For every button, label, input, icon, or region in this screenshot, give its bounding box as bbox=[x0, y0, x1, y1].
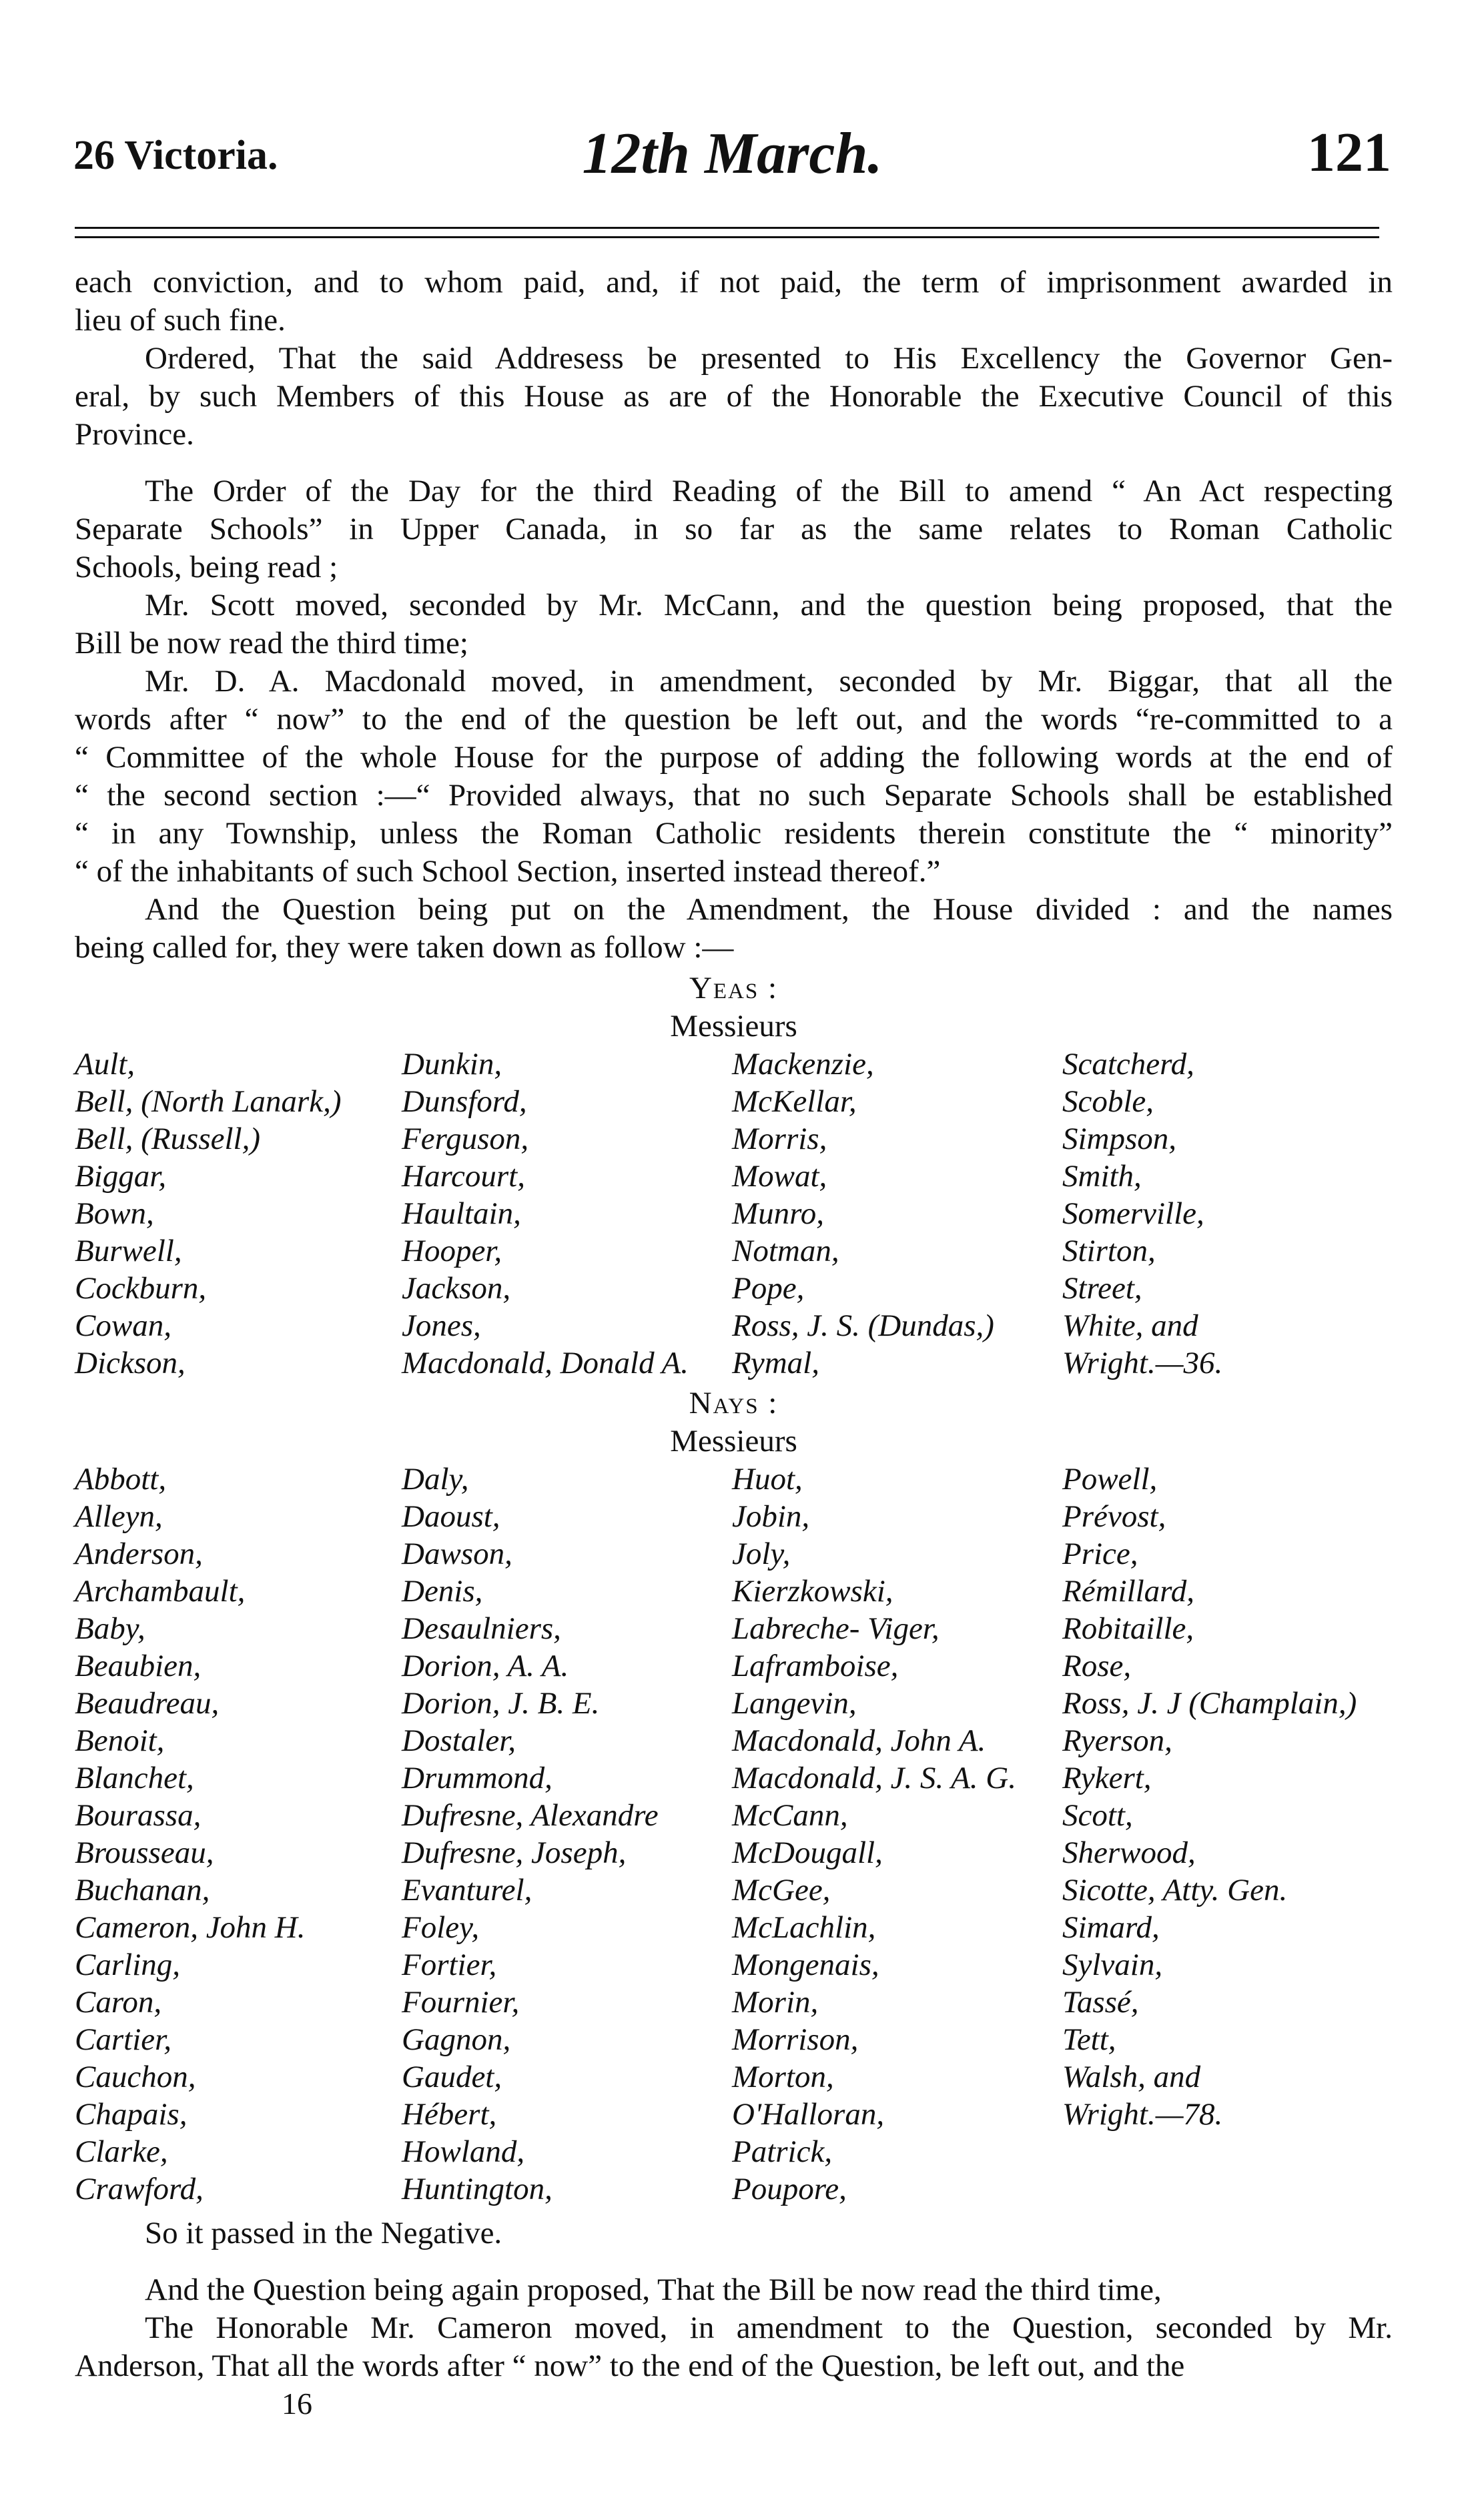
member-name: Labreche- Viger, bbox=[732, 1611, 940, 1646]
member-name: Dorion, A. A. bbox=[402, 1649, 569, 1683]
member-name: Pope, bbox=[732, 1271, 805, 1306]
member-name: Jones, bbox=[402, 1308, 481, 1343]
member-name: Desaulniers, bbox=[402, 1611, 561, 1646]
member-name: Rose, bbox=[1062, 1649, 1132, 1683]
member-name: Daoust, bbox=[402, 1499, 500, 1534]
member-name: Patrick, bbox=[732, 2134, 833, 2169]
member-name: Ross, J. S. (Dundas,) bbox=[732, 1308, 994, 1343]
member-name: Rymal, bbox=[732, 1346, 819, 1380]
member-name: Caron, bbox=[75, 1985, 162, 2020]
member-name: Scatcherd, bbox=[1062, 1047, 1194, 1082]
yeas-subheading: Messieurs bbox=[670, 1009, 797, 1043]
member-name: Harcourt, bbox=[402, 1159, 525, 1194]
member-name: Munro, bbox=[732, 1196, 824, 1231]
member-name: Hébert, bbox=[402, 2097, 497, 2132]
member-name: Cowan, bbox=[75, 1308, 171, 1343]
member-name: Joly, bbox=[732, 1537, 791, 1571]
member-name: Somerville, bbox=[1062, 1196, 1204, 1231]
member-name: Bell, (North Lanark,) bbox=[75, 1084, 342, 1119]
member-name: Powell, bbox=[1062, 1462, 1158, 1497]
member-name: O'Halloran, bbox=[732, 2097, 885, 2132]
text-line: words after “ now” to the end of the question be left out, and the words “re-committed to a bbox=[75, 702, 1393, 737]
member-name: Dostaler, bbox=[402, 1723, 516, 1758]
member-name: Poupore, bbox=[732, 2172, 847, 2206]
member-name: Morin, bbox=[732, 1985, 819, 2020]
member-name: Archambault, bbox=[75, 1574, 246, 1609]
text-line: “ the second section :—“ Provided always, that no such Separate Schools shall be established bbox=[75, 778, 1393, 813]
page-header bbox=[73, 120, 1391, 186]
member-name: Jobin, bbox=[732, 1499, 810, 1534]
member-name: Huot, bbox=[732, 1462, 803, 1497]
member-name: Robitaille, bbox=[1062, 1611, 1194, 1646]
member-name: Cartier, bbox=[75, 2022, 171, 2057]
text-line: Separate Schools” in Upper Canada, in so far as the same relates to Roman Catholic bbox=[75, 512, 1393, 546]
nays-list bbox=[75, 1460, 1393, 2208]
member-name: Kierzkowski, bbox=[732, 1574, 893, 1609]
member-name: Cauchon, bbox=[75, 2060, 196, 2094]
member-name: Dunsford, bbox=[402, 1084, 527, 1119]
member-name: Haultain, bbox=[402, 1196, 521, 1231]
member-name: McLachlin, bbox=[732, 1910, 876, 1945]
member-name: Stirton, bbox=[1062, 1234, 1156, 1268]
text-line: “ Committee of the whole House for the purpose of adding the following words at the end of bbox=[75, 740, 1393, 775]
text-line: Province. bbox=[75, 417, 194, 452]
member-name: Macdonald, Donald A. bbox=[402, 1346, 689, 1380]
member-name: Wright.—36. bbox=[1062, 1346, 1223, 1380]
text-line: So it passed in the Negative. bbox=[145, 2216, 502, 2250]
member-name: Dickson, bbox=[75, 1346, 186, 1380]
top-paragraphs bbox=[75, 264, 1393, 967]
member-name: Burwell, bbox=[75, 1234, 182, 1268]
member-name: Brousseau, bbox=[75, 1835, 214, 1870]
signature-folio: 16 bbox=[282, 2387, 312, 2421]
member-name: Clarke, bbox=[75, 2134, 168, 2169]
member-name: Street, bbox=[1062, 1271, 1142, 1306]
member-name: Ryerson, bbox=[1062, 1723, 1172, 1758]
member-name: Laframboise, bbox=[732, 1649, 899, 1683]
member-name: Cameron, John H. bbox=[75, 1910, 306, 1945]
member-name: Daly, bbox=[402, 1462, 469, 1497]
text-line: lieu of such fine. bbox=[75, 303, 286, 338]
session-label: 26 Victoria. bbox=[73, 133, 278, 178]
member-name: Denis, bbox=[402, 1574, 483, 1609]
member-name: McDougall, bbox=[732, 1835, 883, 1870]
member-name: Sherwood, bbox=[1062, 1835, 1196, 1870]
member-name: Simard, bbox=[1062, 1910, 1160, 1945]
bottom-paragraphs bbox=[75, 2214, 1393, 2385]
member-name: Morton, bbox=[732, 2060, 834, 2094]
member-name: McCann, bbox=[732, 1798, 848, 1833]
member-name bbox=[1062, 2170, 1393, 2208]
member-name: Fortier, bbox=[402, 1948, 497, 1982]
member-name: Dufresne, Joseph, bbox=[402, 1835, 627, 1870]
member-name: Fournier, bbox=[402, 1985, 520, 2020]
member-name: Abbott, bbox=[75, 1462, 167, 1497]
nays-subheading: Messieurs bbox=[670, 1424, 797, 1458]
member-name: Sicotte, Atty. Gen. bbox=[1062, 1873, 1288, 1908]
member-name: White, and bbox=[1062, 1308, 1198, 1343]
header-rule-top bbox=[75, 227, 1379, 229]
member-name: Drummond, bbox=[402, 1761, 552, 1795]
member-name: Crawford, bbox=[75, 2172, 204, 2206]
text-line: each conviction, and to whom paid, and, if not paid, the term of imprisonment awarded in bbox=[75, 265, 1393, 300]
member-name: Beaudreau, bbox=[75, 1686, 220, 1721]
member-name: Notman, bbox=[732, 1234, 839, 1268]
member-name: Rykert, bbox=[1062, 1761, 1152, 1795]
member-name: Wright.—78. bbox=[1062, 2097, 1223, 2132]
member-name: Mongenais, bbox=[732, 1948, 879, 1982]
text-line: being called for, they were taken down as follow :— bbox=[75, 930, 734, 965]
header-rule-bottom bbox=[75, 236, 1379, 238]
text-line: Mr. D. A. Macdonald moved, in amendment, seconded by Mr. Biggar, that all the bbox=[145, 664, 1393, 699]
date-title: 12th March. bbox=[582, 121, 883, 186]
member-name: Ferguson, bbox=[402, 1122, 529, 1156]
member-name: Benoit, bbox=[75, 1723, 165, 1758]
member-name: Scoble, bbox=[1062, 1084, 1154, 1119]
member-name: Smith, bbox=[1062, 1159, 1142, 1194]
member-name: Alleyn, bbox=[75, 1499, 163, 1534]
member-name: Sylvain, bbox=[1062, 1948, 1163, 1982]
member-name: Bourassa, bbox=[75, 1798, 202, 1833]
text-line: Schools, being read ; bbox=[75, 550, 338, 584]
member-name: Buchanan, bbox=[75, 1873, 210, 1908]
member-name bbox=[1062, 2133, 1393, 2170]
member-name: Carling, bbox=[75, 1948, 181, 1982]
member-name: Foley, bbox=[402, 1910, 480, 1945]
yeas-list bbox=[75, 1045, 1393, 1382]
member-name: McKellar, bbox=[732, 1084, 857, 1119]
member-name: Biggar, bbox=[75, 1159, 167, 1194]
member-name: Chapais, bbox=[75, 2097, 188, 2132]
member-name: Walsh, and bbox=[1062, 2060, 1201, 2094]
member-name: Jackson, bbox=[402, 1271, 511, 1306]
member-name: Langevin, bbox=[732, 1686, 857, 1721]
member-name: Baby, bbox=[75, 1611, 145, 1646]
member-name: Mackenzie, bbox=[732, 1047, 874, 1082]
member-name: Ross, J. J (Champlain,) bbox=[1062, 1686, 1357, 1721]
member-name: Dorion, J. B. E. bbox=[402, 1686, 600, 1721]
member-name: Huntington, bbox=[402, 2172, 552, 2206]
text-line: The Order of the Day for the third Reading of the Bill to amend “ An Act respecting bbox=[145, 474, 1393, 508]
page-number: 121 bbox=[1307, 121, 1391, 183]
member-name: Ault, bbox=[75, 1047, 135, 1082]
text-line: The Honorable Mr. Cameron moved, in amendment to the Question, seconded by Mr. bbox=[145, 2311, 1393, 2345]
member-name: Howland, bbox=[402, 2134, 525, 2169]
member-name: Gagnon, bbox=[402, 2022, 511, 2057]
member-name: Anderson, bbox=[75, 1537, 203, 1571]
member-name: Dunkin, bbox=[402, 1047, 502, 1082]
text-line: “ in any Township, unless the Roman Catholic residents therein constitute the “ minority” bbox=[75, 816, 1393, 851]
member-name: Dawson, bbox=[402, 1537, 512, 1571]
text-line: eral, by such Members of this House as are of the Honorable the Executive Council of this bbox=[75, 379, 1393, 414]
member-name: Tassé, bbox=[1062, 1985, 1139, 2020]
yeas-heading: Yeas : bbox=[689, 971, 779, 1005]
member-name: McGee, bbox=[732, 1873, 831, 1908]
page-body bbox=[75, 264, 1393, 2423]
text-line: Ordered, That the said Addresess be presented to His Excellency the Governor Gen- bbox=[145, 341, 1393, 376]
text-line: Anderson, That all the words after “ now” to the end of the Question, be left out, and the bbox=[75, 2349, 1185, 2383]
member-name: Mowat, bbox=[732, 1159, 827, 1194]
member-name: Price, bbox=[1062, 1537, 1138, 1571]
member-name: Beaubien, bbox=[75, 1649, 202, 1683]
member-name: Evanturel, bbox=[402, 1873, 532, 1908]
member-name: Morris, bbox=[732, 1122, 827, 1156]
text-line: Mr. Scott moved, seconded by Mr. McCann, and the question being proposed, that the bbox=[145, 588, 1393, 622]
member-name: Scott, bbox=[1062, 1798, 1133, 1833]
member-name: Cockburn, bbox=[75, 1271, 207, 1306]
member-name: Bown, bbox=[75, 1196, 154, 1231]
text-line: “ of the inhabitants of such School Section, inserted instead thereof.” bbox=[75, 854, 941, 889]
member-name: Gaudet, bbox=[402, 2060, 502, 2094]
member-name: Morrison, bbox=[732, 2022, 859, 2057]
text-line: And the Question being again proposed, That the Bill be now read the third time, bbox=[145, 2272, 1162, 2307]
member-name: Prévost, bbox=[1062, 1499, 1166, 1534]
member-name: Bell, (Russell,) bbox=[75, 1122, 261, 1156]
nays-heading: Nays : bbox=[689, 1386, 779, 1420]
member-name: Blanchet, bbox=[75, 1761, 194, 1795]
member-name: Macdonald, John A. bbox=[732, 1723, 986, 1758]
member-name: Macdonald, J. S. A. G. bbox=[732, 1761, 1016, 1795]
member-name: Hooper, bbox=[402, 1234, 502, 1268]
member-name: Simpson, bbox=[1062, 1122, 1177, 1156]
text-line: And the Question being put on the Amendment, the House divided : and the names bbox=[145, 892, 1393, 927]
member-name: Dufresne, Alexandre bbox=[402, 1798, 659, 1833]
member-name: Rémillard, bbox=[1062, 1574, 1194, 1609]
member-name: Tett, bbox=[1062, 2022, 1116, 2057]
text-line: Bill be now read the third time; bbox=[75, 626, 468, 661]
